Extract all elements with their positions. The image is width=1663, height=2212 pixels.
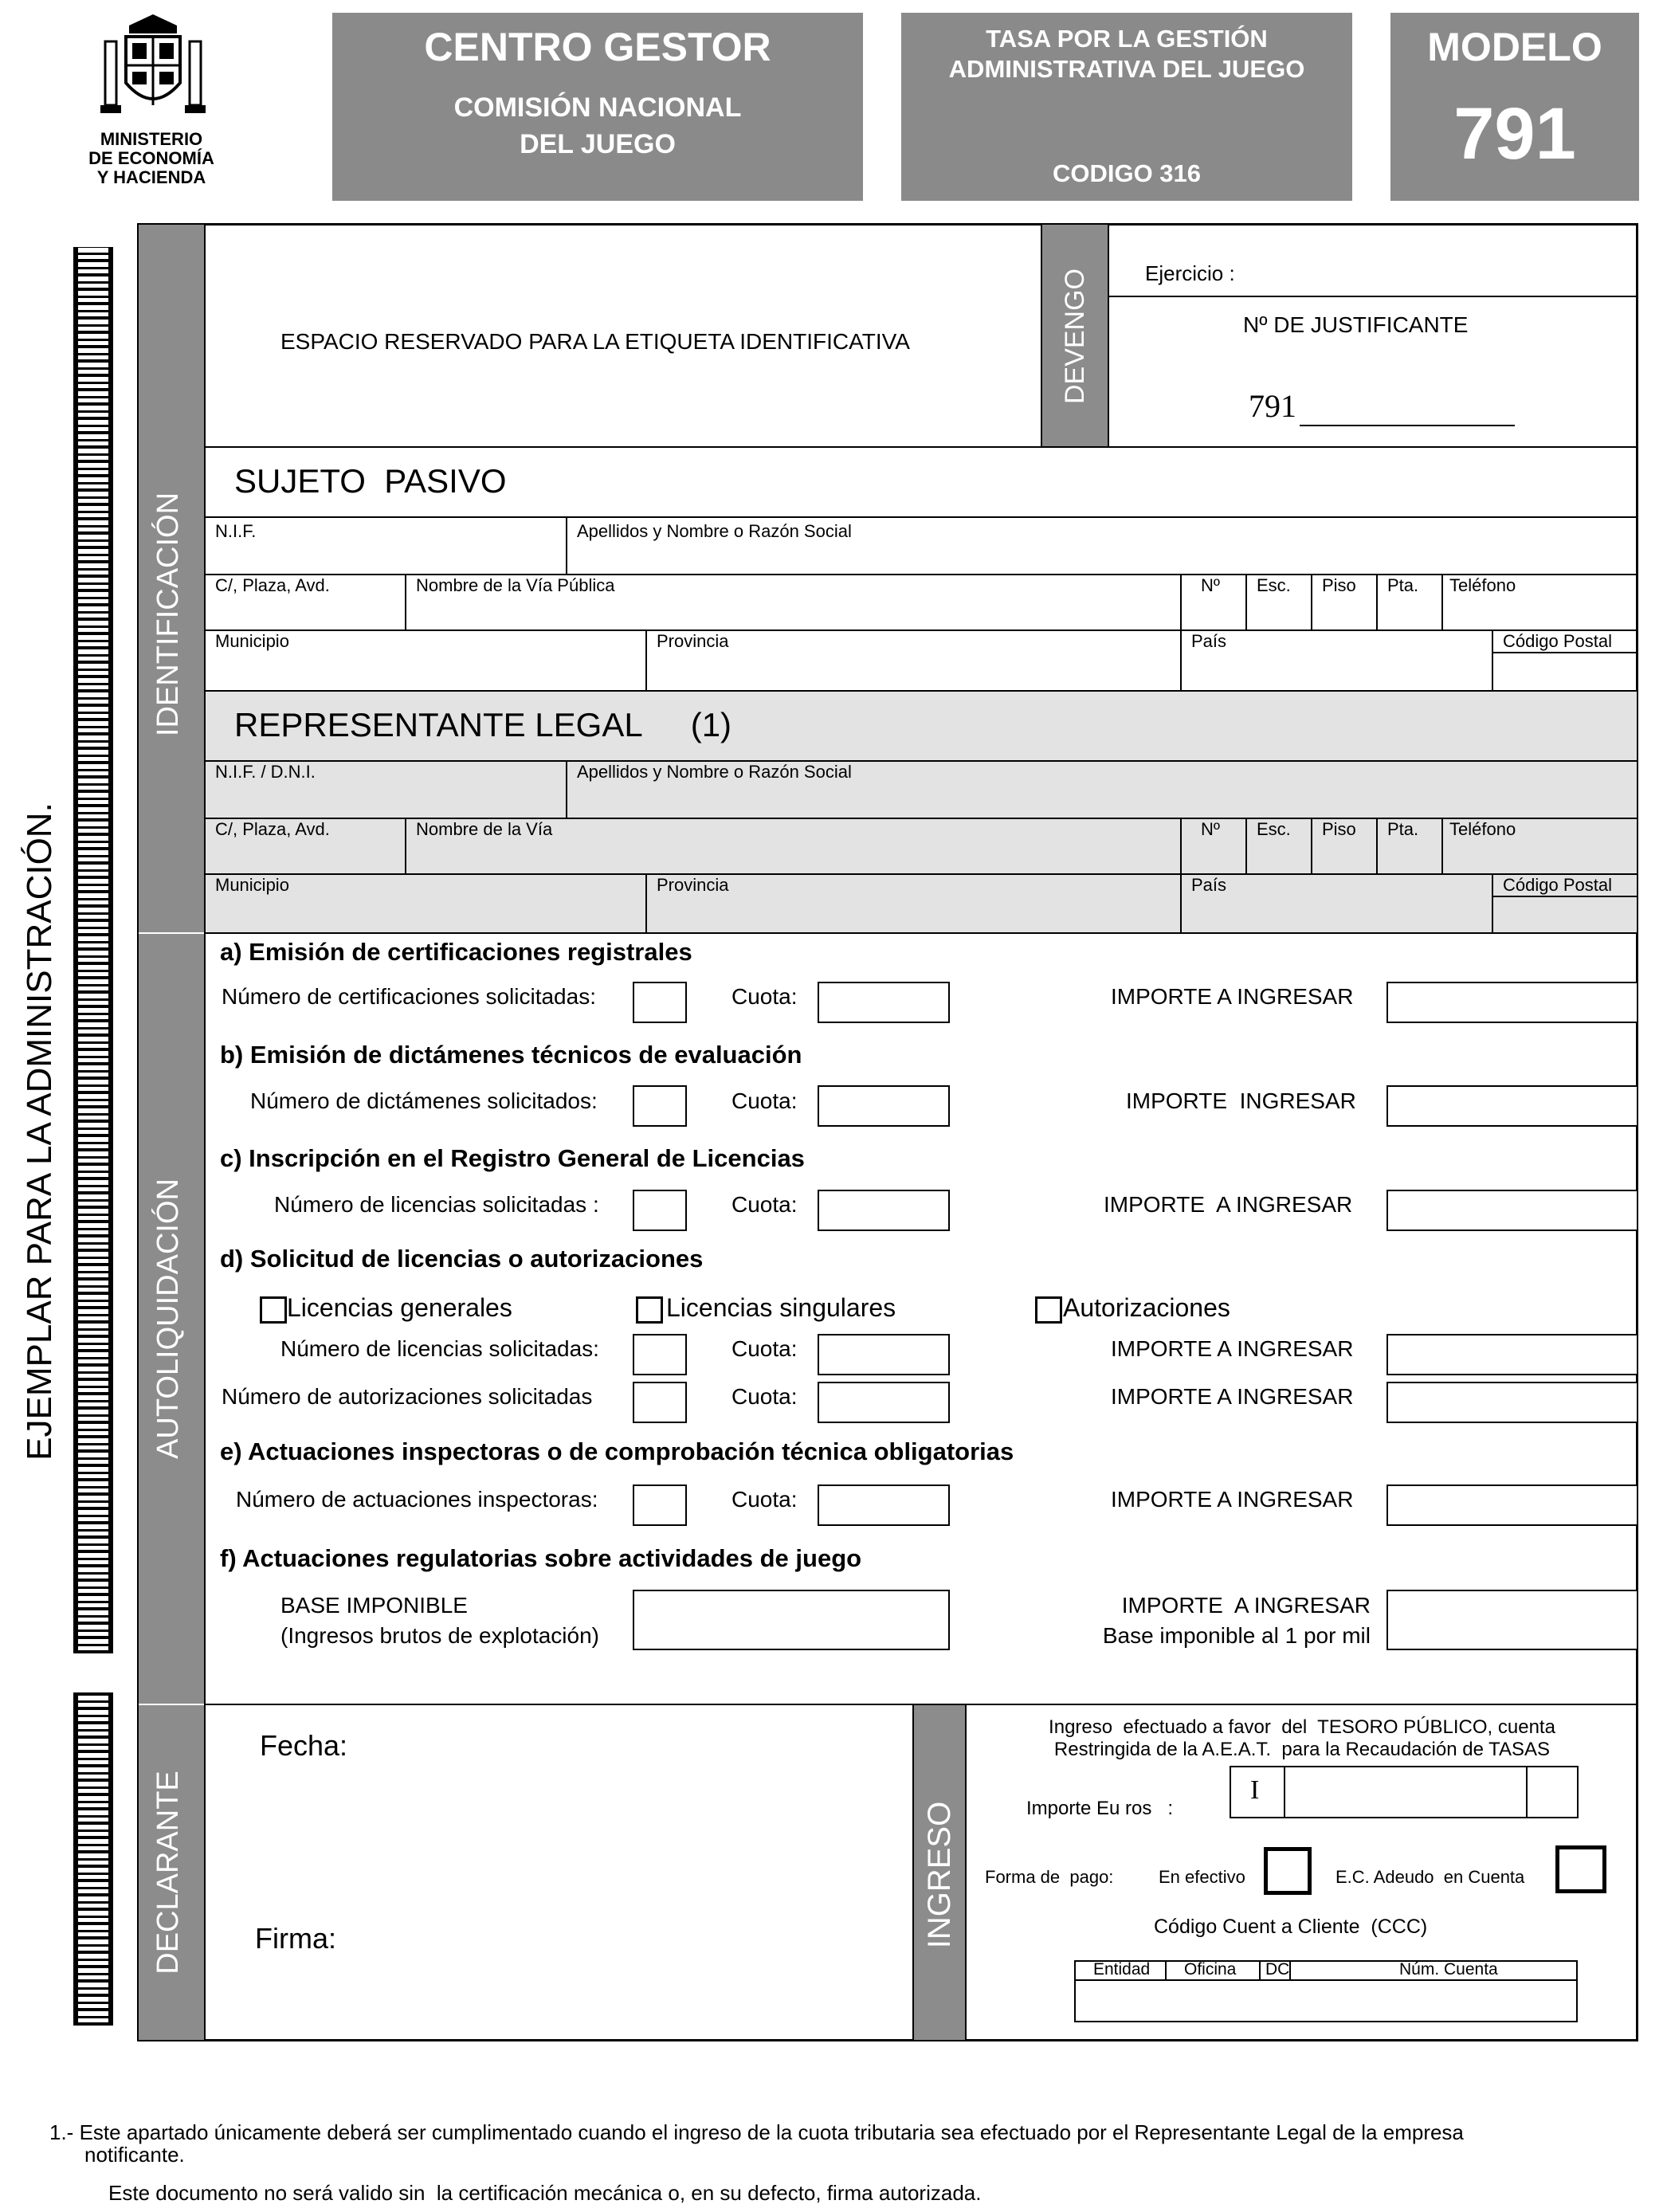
section-a-title: a) Emisión de certificaciones registrales bbox=[220, 938, 692, 966]
e-num-label: Número de actuaciones inspectoras: bbox=[236, 1487, 598, 1512]
c-cuota-label: Cuota: bbox=[731, 1192, 798, 1217]
ccc-oficina-label: Oficina bbox=[1184, 1960, 1237, 1979]
centro-gestor-box bbox=[332, 13, 863, 201]
pais-field[interactable]: País bbox=[1191, 631, 1227, 651]
justificante-number[interactable]: 791 bbox=[1249, 387, 1515, 426]
rep-municipio-field[interactable]: Municipio bbox=[215, 875, 289, 895]
a-num-label: Número de certificaciones solicitadas: bbox=[222, 984, 596, 1009]
rep-telefono-field[interactable]: Teléfono bbox=[1449, 819, 1516, 839]
b-num-label: Número de dictámenes solicitados: bbox=[250, 1088, 598, 1113]
fecha-label: Fecha: bbox=[260, 1729, 348, 1762]
f-importe-label: IMPORTE A INGRESAR Base imponible al 1 por mil bbox=[1102, 1593, 1371, 1648]
rep-apellidos-field[interactable]: Apellidos y Nombre o Razón Social bbox=[577, 762, 852, 782]
ccc-label: Código Cuent a Cliente (CCC) bbox=[1154, 1916, 1428, 1938]
d-importe2-label: IMPORTE A INGRESAR bbox=[1111, 1384, 1354, 1409]
rep-esc-field[interactable]: Esc. bbox=[1257, 819, 1291, 839]
ejercicio-label: Ejercicio : bbox=[1145, 261, 1235, 285]
section-d-title: d) Solicitud de licencias o autorizaciones bbox=[220, 1245, 704, 1273]
e-num-input[interactable] bbox=[633, 1484, 687, 1526]
licencias-singulares-checkbox[interactable] bbox=[636, 1296, 663, 1324]
tasa-title: TASA POR LA GESTIÓN ADMINISTRATIVA DEL JUEGO bbox=[948, 25, 1305, 83]
via-tipo-field[interactable]: C/, Plaza, Avd. bbox=[215, 575, 330, 595]
c-cuota-input[interactable] bbox=[818, 1190, 950, 1231]
etiqueta-label: ESPACIO RESERVADO PARA LA ETIQUETA IDENTIFICATIVA bbox=[280, 329, 910, 354]
pta-field[interactable]: Pta. bbox=[1387, 575, 1419, 595]
centro-gestor-title: CENTRO GESTOR bbox=[424, 25, 771, 69]
rep-nif-field[interactable]: N.I.F. / D.N.I. bbox=[215, 762, 316, 782]
forma-pago-label: Forma de pago: bbox=[985, 1867, 1114, 1887]
rep-num-field[interactable]: Nº bbox=[1201, 819, 1220, 839]
ministry-name: MINISTERIO DE ECONOMÍA Y HACIENDA bbox=[88, 129, 214, 187]
tasa-code: CODIGO 316 bbox=[1052, 159, 1202, 187]
decorative-chain-strip-lower bbox=[73, 1692, 113, 2026]
ccc-entidad-label: Entidad bbox=[1093, 1960, 1151, 1979]
licencias-generales-checkbox[interactable] bbox=[260, 1296, 287, 1324]
a-cuota-input[interactable] bbox=[818, 982, 950, 1023]
representante-title: REPRESENTANTE LEGAL (1) bbox=[234, 706, 732, 743]
adeudo-checkbox[interactable] bbox=[1555, 1845, 1606, 1893]
rep-pais-field[interactable]: País bbox=[1191, 875, 1227, 895]
d-cuota2-label: Cuota: bbox=[731, 1384, 798, 1409]
rep-codigo-postal-field[interactable]: Código Postal bbox=[1503, 875, 1612, 895]
adeudo-label: E.C. Adeudo en Cuenta bbox=[1335, 1867, 1525, 1887]
efectivo-label: En efectivo bbox=[1159, 1867, 1245, 1887]
c-num-input[interactable] bbox=[633, 1190, 687, 1231]
devengo-label: DEVENGO bbox=[1060, 268, 1090, 405]
d-importe1-input[interactable] bbox=[1386, 1334, 1637, 1375]
ingreso-text: Ingreso efectuado a favor del TESORO PÚBLICO, cuenta Restringida de la A.E.A.T. para la Recaudación de TASAS bbox=[1049, 1716, 1555, 1760]
ccc-table[interactable] bbox=[1074, 1960, 1578, 2022]
autoliquidacion-label: AUTOLIQUIDACIÓN bbox=[151, 1179, 185, 1459]
a-num-input[interactable] bbox=[633, 982, 687, 1023]
licencias-generales-label: Licencias generales bbox=[287, 1293, 512, 1322]
d-cuota2-input[interactable] bbox=[818, 1382, 950, 1423]
f-base-input[interactable] bbox=[633, 1590, 950, 1650]
nif-label: N.I.F. bbox=[215, 521, 257, 541]
a-importe-input[interactable] bbox=[1386, 982, 1637, 1023]
e-importe-label: IMPORTE A INGRESAR bbox=[1111, 1487, 1354, 1512]
d-cuota1-label: Cuota: bbox=[731, 1336, 798, 1361]
declarante-label: DECLARANTE bbox=[151, 1771, 185, 1975]
d-importe2-input[interactable] bbox=[1386, 1382, 1637, 1423]
piso-field[interactable]: Piso bbox=[1322, 575, 1356, 595]
footnote-1: 1.- Este apartado únicamente deberá ser cumplimentado cuando el ingreso de la cuota tributaria sea efectuado por el Representante Legal de la empresa notificante. bbox=[49, 2120, 1464, 2167]
ingreso-label: INGRESO bbox=[922, 1801, 957, 1949]
section-e-title: e) Actuaciones inspectoras o de comprobación técnica obligatorias bbox=[220, 1437, 1014, 1465]
decorative-chain-strip bbox=[73, 247, 113, 1653]
section-c-title: c) Inscripción en el Registro General de Licencias bbox=[220, 1144, 805, 1172]
ccc-cuenta-label: Núm. Cuenta bbox=[1399, 1960, 1498, 1979]
modelo-number: 791 bbox=[1453, 93, 1576, 175]
municipio-field[interactable]: Municipio bbox=[215, 631, 289, 651]
nif-field[interactable] bbox=[206, 518, 566, 572]
importe-euros-input[interactable]: I bbox=[1230, 1766, 1579, 1818]
section-f-title: f) Actuaciones regulatorias sobre actividades de juego bbox=[220, 1544, 862, 1572]
provincia-field[interactable]: Provincia bbox=[657, 631, 729, 651]
b-cuota-label: Cuota: bbox=[731, 1088, 798, 1113]
e-cuota-label: Cuota: bbox=[731, 1487, 798, 1512]
justificante-label: Nº DE JUSTIFICANTE bbox=[1243, 312, 1469, 337]
via-nombre-field[interactable]: Nombre de la Vía Pública bbox=[416, 575, 615, 595]
a-importe-label: IMPORTE A INGRESAR bbox=[1111, 984, 1354, 1009]
autorizaciones-checkbox[interactable] bbox=[1035, 1296, 1062, 1324]
f-importe-input[interactable] bbox=[1386, 1590, 1637, 1650]
apellidos-label: Apellidos y Nombre o Razón Social bbox=[577, 521, 852, 541]
b-cuota-input[interactable] bbox=[818, 1085, 950, 1127]
rep-pta-field[interactable]: Pta. bbox=[1387, 819, 1419, 839]
f-base-label: BASE IMPONIBLE (Ingresos brutos de explotación) bbox=[280, 1593, 599, 1648]
d-importe1-label: IMPORTE A INGRESAR bbox=[1111, 1336, 1354, 1361]
d-num2-label: Número de autorizaciones solicitadas bbox=[222, 1384, 593, 1409]
licencias-singulares-label: Licencias singulares bbox=[666, 1293, 896, 1322]
apellidos-field[interactable] bbox=[567, 518, 1635, 572]
rep-provincia-field[interactable]: Provincia bbox=[657, 875, 729, 895]
a-cuota-label: Cuota: bbox=[731, 984, 798, 1009]
modelo-box bbox=[1390, 13, 1639, 201]
tasa-box bbox=[901, 13, 1352, 201]
e-importe-input[interactable] bbox=[1386, 1484, 1637, 1526]
side-text: EJEMPLAR PARA LA ADMINISTRACIÓN. bbox=[20, 802, 59, 1461]
sujeto-pasivo-title: SUJETO PASIVO bbox=[234, 462, 507, 500]
firma-label: Firma: bbox=[255, 1922, 336, 1955]
c-importe-input[interactable] bbox=[1386, 1190, 1637, 1231]
footnote-2: Este documento no será valido sin la certificación mecánica o, en su defecto, firma autorizada. bbox=[108, 2181, 982, 2205]
d-num2-input[interactable] bbox=[633, 1382, 687, 1423]
b-importe-label: IMPORTE INGRESAR bbox=[1126, 1088, 1356, 1113]
efectivo-checkbox[interactable] bbox=[1264, 1847, 1312, 1895]
coat-of-arms-icon bbox=[97, 10, 209, 121]
e-cuota-input[interactable] bbox=[818, 1484, 950, 1526]
rep-via-nombre-field[interactable]: Nombre de la Vía bbox=[416, 819, 553, 839]
c-importe-label: IMPORTE A INGRESAR bbox=[1104, 1192, 1353, 1217]
codigo-postal-field[interactable]: Código Postal bbox=[1503, 631, 1612, 651]
esc-field[interactable]: Esc. bbox=[1257, 575, 1291, 595]
d-num1-input[interactable] bbox=[633, 1334, 687, 1375]
autorizaciones-label: Autorizaciones bbox=[1063, 1293, 1230, 1322]
identificacion-label: IDENTIFICACIÓN bbox=[151, 492, 185, 737]
rep-piso-field[interactable]: Piso bbox=[1322, 819, 1356, 839]
importe-euros-label: Importe Eu ros : bbox=[1026, 1798, 1174, 1819]
b-importe-input[interactable] bbox=[1386, 1085, 1637, 1127]
telefono-field[interactable]: Teléfono bbox=[1449, 575, 1516, 595]
num-field[interactable]: Nº bbox=[1201, 575, 1220, 595]
modelo-label: MODELO bbox=[1427, 25, 1602, 69]
c-num-label: Número de licencias solicitadas : bbox=[274, 1192, 599, 1217]
b-num-input[interactable] bbox=[633, 1085, 687, 1127]
section-b-title: b) Emisión de dictámenes técnicos de evaluación bbox=[220, 1041, 802, 1069]
d-num1-label: Número de licencias solicitadas: bbox=[280, 1336, 599, 1361]
ccc-dc-label: DC bbox=[1265, 1960, 1290, 1979]
rep-via-tipo-field[interactable]: C/, Plaza, Avd. bbox=[215, 819, 330, 839]
d-cuota1-input[interactable] bbox=[818, 1334, 950, 1375]
centro-gestor-subtitle: COMISIÓN NACIONAL DEL JUEGO bbox=[453, 92, 742, 159]
